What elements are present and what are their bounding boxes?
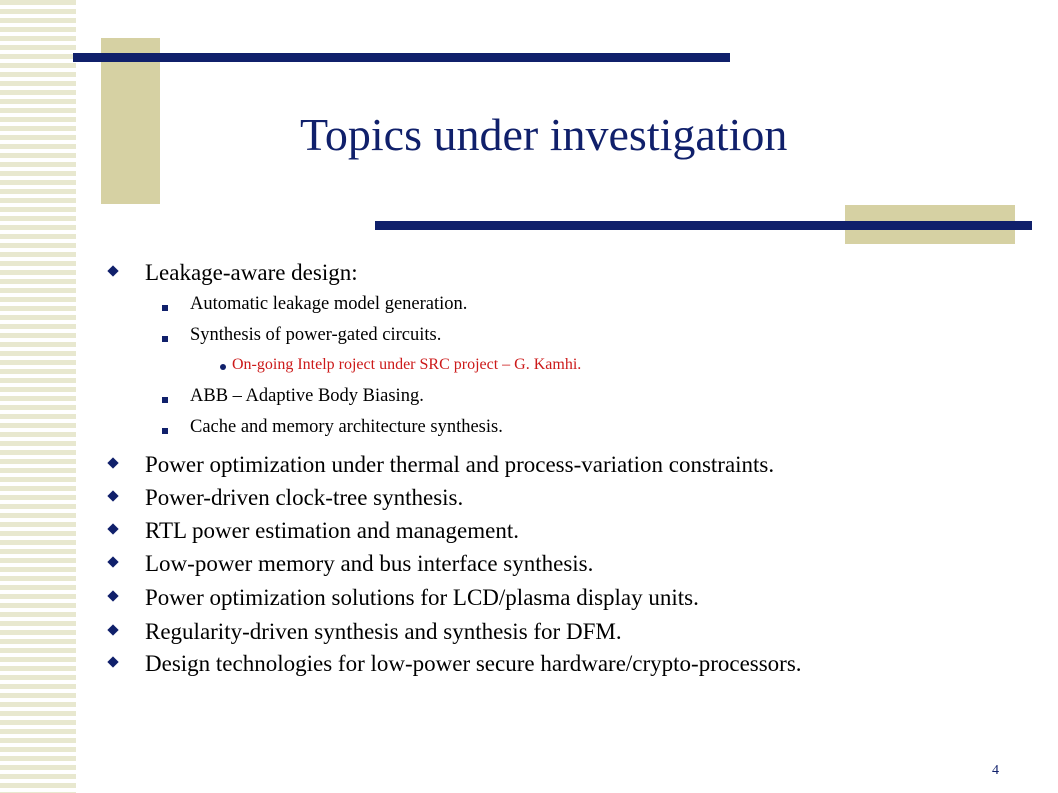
decorative-block-top [101,38,160,204]
sub-bullet-item: Automatic leakage model generation. [190,294,468,314]
square-bullet-icon [162,428,168,434]
diamond-bullet-icon [107,656,118,667]
diamond-bullet-icon [107,490,118,501]
bullet-item: Design technologies for low-power secure hardware/crypto-processors. [145,651,802,676]
diamond-bullet-icon [107,265,118,276]
left-striped-margin [0,0,76,793]
square-bullet-icon [162,397,168,403]
bullet-item: Power optimization under thermal and process-variation constraints. [145,452,775,477]
sub-sub-bullet-item: On-going Intelp roject under SRC project – G. Kamhi. [232,356,582,373]
bullet-item: Power optimization solutions for LCD/plasma display units. [145,585,699,610]
diamond-bullet-icon [107,523,118,534]
diamond-bullet-icon [107,556,118,567]
decorative-bar-right [375,221,1032,230]
bullet-item: Regularity-driven synthesis and synthesis for DFM. [145,619,622,644]
bullet-item: Power-driven clock-tree synthesis. [145,485,464,510]
sub-bullet-item: Synthesis of power-gated circuits. [190,325,442,345]
bullet-item: RTL power estimation and management. [145,518,519,543]
dot-bullet-icon [220,364,226,370]
page-number: 4 [992,763,999,778]
square-bullet-icon [162,336,168,342]
bullet-item: Low-power memory and bus interface synthesis. [145,551,594,576]
diamond-bullet-icon [107,590,118,601]
sub-bullet-item: ABB – Adaptive Body Biasing. [190,386,424,406]
sub-bullet-item: Cache and memory architecture synthesis. [190,417,503,437]
decorative-bar-top [73,53,730,62]
diamond-bullet-icon [107,624,118,635]
diamond-bullet-icon [107,457,118,468]
square-bullet-icon [162,305,168,311]
bullet-item: Leakage-aware design: [145,260,358,285]
slide-title: Topics under investigation [300,109,788,160]
